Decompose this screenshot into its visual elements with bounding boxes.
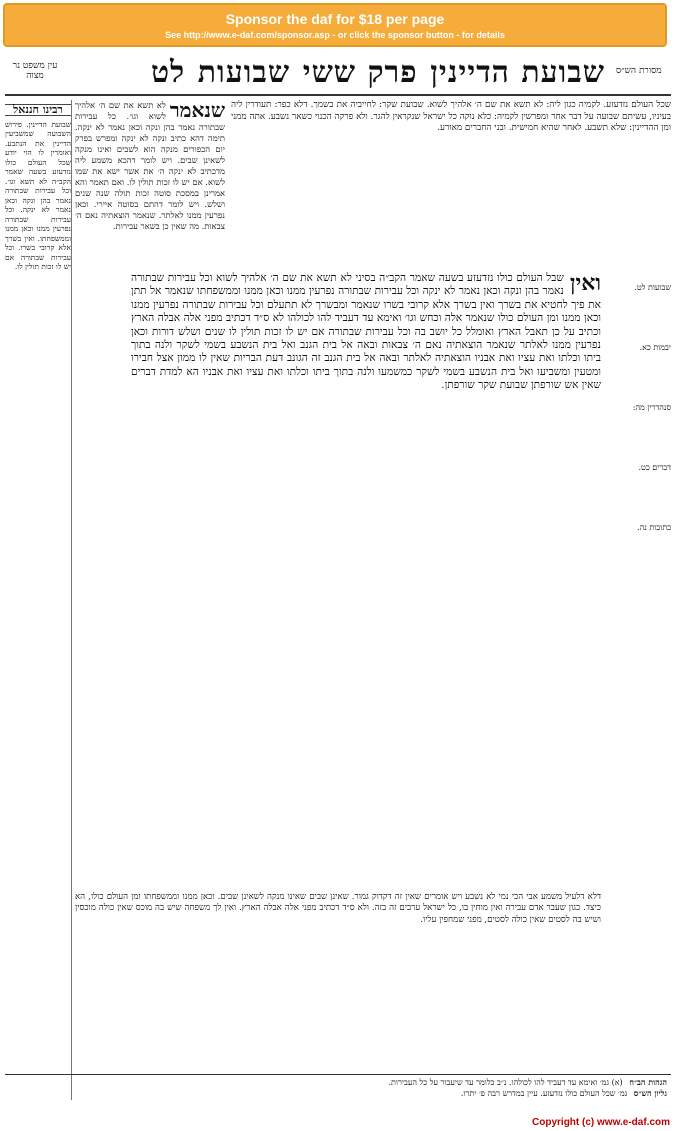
page-header	[145, 52, 611, 92]
ein-mishpat-label: עין משפט נר מצוה	[12, 61, 58, 81]
gilyon-text: גמ׳ שכל העולם כולו נזדעזע. עיין במדרש רבה פ׳ יתרו.	[460, 1089, 628, 1098]
rabbeinu-chananel-title: רבינו חננאל	[5, 104, 71, 116]
rashi-commentary: שכל העולם נזדעזע. לקמיה כגון ליה: לא תשא את שם ה׳ אלהיך לשוא. שבועת שקר: לחייביה את בשמך. דלא כפר: תעודרין ליה בעיניו, עשיתם שבועה על דבר אחר ומפרשין לקמיה: כלא נוקה כל ישראל שנקראין להגר. ולא פרקה הכנוי כשאר נשבע. אתה ממני ומן ההדיינין: שלא תשבע. לאחר שהיא חמישית. ובני החברים מאורע.	[231, 100, 671, 134]
chapter-title-main: שבועת הדיינין	[430, 54, 605, 90]
tractate-title: שבועות	[197, 54, 291, 90]
gemara-body: שבל העולם כולו נזדעזע בשעה שאמר הקב״ה בסיני לא תשא את שם ה׳ אלהיך לשוא וכל עבירות שבתורה נאמר בהן ונקה וכאן נאמר לא ינקה וכל עבירות שבתורה נפרעין ממנו וכאן ממנו וממשפחתו שנאמר אל תתן את פיך לחטיא את בשרך ואין בשרך אלא קרובי בשרו שנאמר ומבשרך לא תתעלם וכל עבירות שבתורה נפרעין ממנו וכאן ממנו ומן העולם כולו שנאמר אלה וכחש וגו׳ ואימא עד דעביד להו לכולהו לא ס״ד דכתיב מפני אלה אבלה הארץ וכתיב על כן תאבל הארץ ואומלל כל יושב בה וכל עבירות שבתורה אם יש לו זכות תולין לו שנים ושלש דורות וכאן נפרעין ממנו לאלתר שנאמר הוצאתיה נאם ה׳ צבאות ובאה אל בית הגנב ואל בית הנשבע בשמי לשקר ולנה בתוך ביתו וכלתו ואת עציו ואת אבניו הוצאתיה לאלתר ובאה אל בית הגנב זה הגונב דעת הבריות שאין לו ממון אצל חבירו ומטעין ומשביעו ואל בית הנשבע בשמי לשקר כמשמעו ולנה בתוך ביתו וכלתו ואת עציו ואת אבניו הא למדת דברים שאין אש שורפתן שבועת שקר שורפתן.	[131, 272, 601, 392]
tosafot-body: לא תשא את שם ה׳ אלהיך לשוא וגו׳. כל עבירות שבתורה נאמר בהן ונקה וכאן נאמר לא ינקה. תימה דהא כתיב ונקה לא ינקה ומפרש בפרק יום הכפורים מנקה הוא לשבים ואינו מנקה לשאינן שבים. ויש לומר דהכא משמע ליה מדכתיב לא ינקה ה׳ את אשר ישא את שמו לשוא. אם יש לו זכות תולין לו. ואם תאמר והא אמרינן במסכת סוטה זכות תולה שנה שנים ושלש. ויש לומר דהתם בסוטה איירי. וכאן נפרעין ממנו לאלתר. שנאמר הוצאתיה נאם ה׳ צבאות. מה שאין כן בשאר עבירות.	[75, 100, 225, 231]
page-number: לט	[151, 54, 186, 90]
tosafot-commentary	[75, 100, 225, 880]
sponsor-banner[interactable]	[3, 3, 667, 47]
cross-references-column	[605, 282, 671, 922]
talmud-page	[5, 52, 671, 1112]
sponsor-title[interactable]: Sponsor the daf for $18 per page	[225, 11, 445, 27]
hagahot-label: הגהות הב״ח	[629, 1077, 667, 1087]
cross-reference: סנהדרין מה:	[632, 403, 671, 412]
masoret-hashas-label: מסורת הש״ס	[616, 66, 662, 77]
hagahot-text: (א) גמ׳ ואימא עד דעביד להו לכולהו. נ״ב כלומר עד שיעבור על כל העבירות.	[388, 1078, 623, 1087]
chapter-title: פרק ששי	[302, 54, 418, 90]
cross-reference: שבועות לט.	[634, 283, 671, 292]
page-footer-notes	[5, 1074, 671, 1115]
rabbeinu-chananel-body: שבועת הדיינין. פירוש השבועה שמשביעין הדיינין את הנתבע. ואומרין לו הוי יודע שכל העולם כולו נזדעזע בשעה שאמר הקב״ה לא תשא וגו׳. וכל עבירות שבתורה נאמר בהן ונקה וכאן נאמר לא ינקה. וכל עבירות שבתורה נפרעין ממנו וכאן ממנו וממשפחתו. ואין בשרך אלא קרובי בשרו. וכל עבירות שבתורה אם יש לו זכות תולין לו.	[5, 119, 71, 271]
cross-reference: דברים כט.	[638, 463, 671, 472]
cross-reference: כתובות נה.	[637, 523, 671, 532]
bottom-commentary: דלא דלעיל משמע אבי הכי נמי לא נשבע ויש אומרים שאין זה דקדוק גמור. שאינן שבים שאינו מנקה לשאינן שבים. וכאן ממנו וממשפחתו ומן העולם כולו, הא כיצד. כגון שעבר אדם עבירה ואין מוחין בו, כל ישראל ערבים זה בזה. ולא ס״ד דכתיב מפני אלה אבלה הארץ. ואין לך משפחה שיש בה מוכס שאין כולה מוכסין ושיש בה לסטים שאין כולה לסטים, מפני שמחפין עליו.	[75, 892, 601, 925]
tosafot-lead-word: שנאמר	[169, 100, 225, 122]
header-divider	[5, 94, 671, 96]
cross-reference: יבמות כא.	[639, 343, 671, 352]
gemara-lead-word: ואין	[569, 272, 601, 296]
copyright-link[interactable]: Copyright (c) www.e-daf.com	[532, 1117, 670, 1128]
gilyon-label: גליון הש״ס	[633, 1088, 667, 1098]
sponsor-subtitle[interactable]: See http://www.e-daf.com/sponsor.asp - or click the sponsor button - for details	[165, 30, 505, 40]
